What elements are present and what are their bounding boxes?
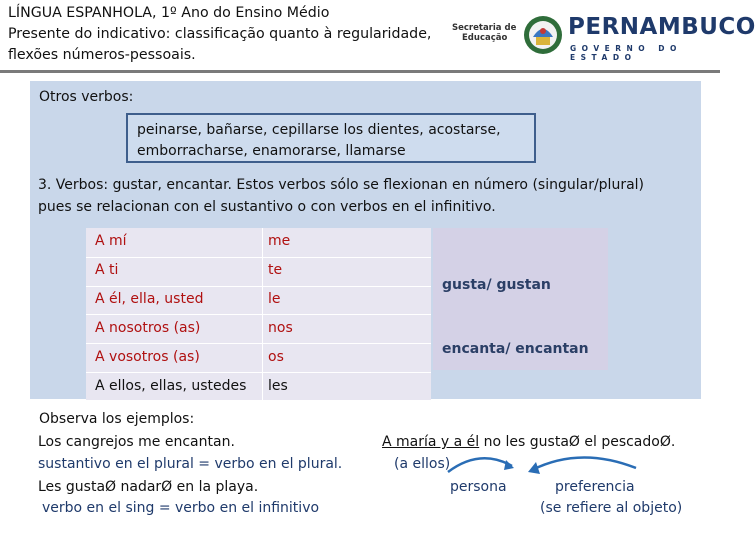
table-row-divider bbox=[86, 257, 431, 258]
state-name: PERNAMBUCO bbox=[568, 14, 756, 40]
gusta-forms: gusta/ gustan bbox=[442, 277, 551, 293]
example-3-subject: A maría y a él bbox=[382, 434, 480, 450]
verbs-line-1: peinarse, bañarse, cepillarse los dientes, acostarse, bbox=[137, 122, 501, 138]
table-row-divider bbox=[86, 343, 431, 344]
sec-line-2: Educação bbox=[462, 33, 508, 43]
table-row-divider bbox=[86, 314, 431, 315]
state-subtitle: GOVERNO DO ESTADO bbox=[570, 44, 682, 62]
table-pronoun: le bbox=[268, 291, 281, 307]
table-subject: A vosotros (as) bbox=[95, 349, 200, 365]
example-2: Les gustaØ nadarØ en la playa. bbox=[38, 479, 259, 495]
refiere-note: (se refiere al objeto) bbox=[540, 500, 683, 516]
page-header bbox=[8, 3, 453, 66]
table-pronoun: nos bbox=[268, 320, 293, 336]
header-divider bbox=[0, 70, 720, 73]
secretaria-logo-text bbox=[452, 23, 516, 43]
otros-verbos-label: Otros verbos: bbox=[39, 89, 134, 105]
table-pronoun: te bbox=[268, 262, 283, 278]
example-2-note: verbo en el sing = verbo en el infinitivo bbox=[42, 500, 320, 516]
table-pronoun: les bbox=[268, 378, 288, 394]
encanta-forms: encanta/ encantan bbox=[442, 341, 589, 357]
point-3-line-2: pues se relacionan con el sustantivo o con verbos en el infinitivo. bbox=[38, 199, 496, 215]
preferencia-label: preferencia bbox=[555, 479, 635, 495]
table-row-divider bbox=[86, 286, 431, 287]
header-line-3: flexões números-pessoais. bbox=[8, 47, 196, 63]
table-subject: A él, ella, usted bbox=[95, 291, 204, 307]
observa-label: Observa los ejemplos: bbox=[39, 411, 195, 427]
example-3-rest: no les gustaØ el pescadoØ. bbox=[479, 434, 676, 450]
header-line-2: Presente do indicativo: classificação quanto à regularidade, bbox=[8, 26, 432, 42]
table-subject: A nosotros (as) bbox=[95, 320, 201, 336]
state-crest-icon bbox=[521, 11, 565, 59]
persona-label: persona bbox=[450, 479, 507, 495]
example-3-note: (a ellos) bbox=[394, 456, 451, 472]
reflexive-verbs-box bbox=[126, 113, 536, 163]
sec-line-1: Secretaria de bbox=[452, 23, 517, 33]
point-3-line-1: 3. Verbos: gustar, encantar. Estos verbos sólo se flexionan en número (singular/plural) bbox=[38, 177, 644, 193]
header-line-1: LÍNGUA ESPANHOLA, 1º Ano do Ensino Médio bbox=[8, 5, 330, 21]
example-1: Los cangrejos me encantan. bbox=[38, 434, 235, 450]
table-subject: A ellos, ellas, ustedes bbox=[95, 378, 247, 394]
table-subject: A ti bbox=[95, 262, 119, 278]
table-row-divider bbox=[86, 372, 431, 373]
point-3-paragraph bbox=[38, 174, 688, 218]
example-1-note: sustantivo en el plural = verbo en el plural. bbox=[38, 456, 343, 472]
table-pronoun: me bbox=[268, 233, 291, 249]
annotation-arrows-icon bbox=[440, 446, 680, 482]
verbs-line-2: emborracharse, enamorarse, llamarse bbox=[137, 143, 406, 159]
table-subject: A mí bbox=[95, 233, 127, 249]
table-pronoun: os bbox=[268, 349, 284, 365]
